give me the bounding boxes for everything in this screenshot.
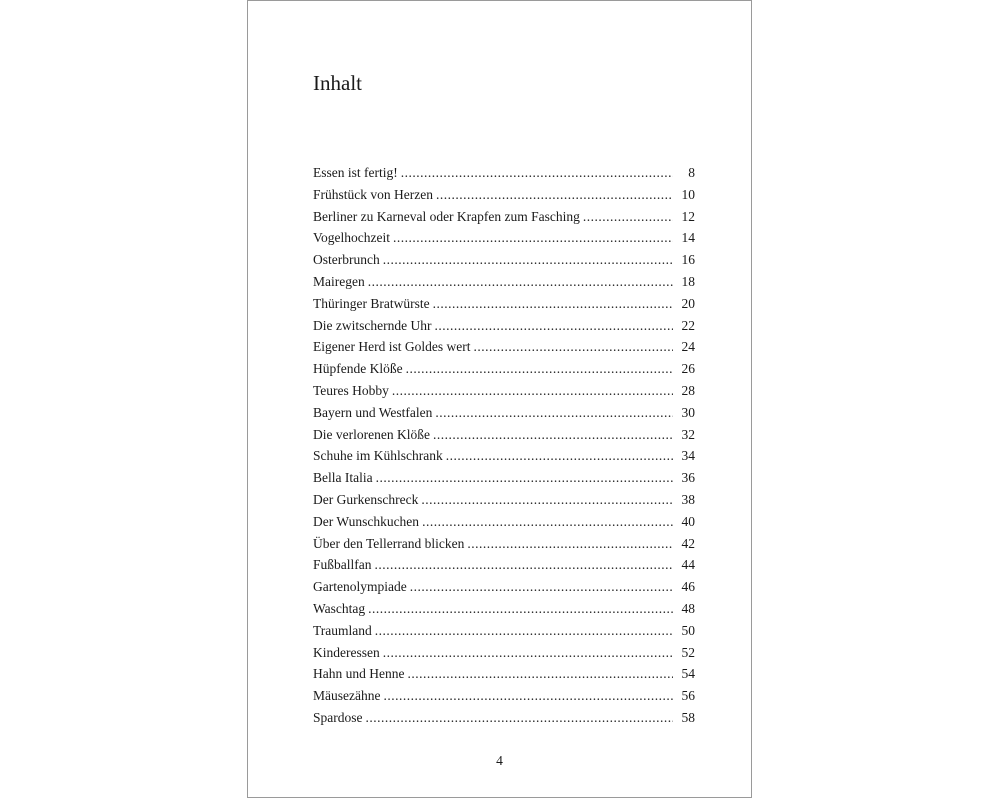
toc-entry-page-number: 20	[681, 295, 695, 311]
page-title: Inhalt	[313, 71, 362, 95]
toc-entry[interactable]	[313, 666, 695, 688]
toc-entry[interactable]	[313, 579, 695, 601]
toc-entry[interactable]	[313, 339, 695, 361]
toc-entry-page-number: 52	[681, 644, 695, 660]
toc-entry-title: Bella Italia	[313, 470, 373, 486]
toc-entry-title: Bayern und Westfalen	[313, 404, 433, 420]
toc-entry[interactable]	[313, 405, 695, 427]
toc-dot-leader	[433, 296, 673, 312]
toc-entry[interactable]	[313, 557, 695, 579]
toc-entry[interactable]	[313, 536, 695, 558]
toc-entry[interactable]	[313, 448, 695, 470]
toc-dot-leader	[392, 383, 673, 399]
toc-entry-page-number: 40	[681, 513, 695, 529]
toc-entry-title: Traumland	[313, 622, 372, 638]
toc-dot-leader	[375, 623, 673, 639]
toc-entry-title: Teures Hobby	[313, 382, 389, 398]
toc-entry-title: Frühstück von Herzen	[313, 186, 433, 202]
toc-entry-page-number: 8	[688, 165, 695, 180]
toc-entry-title: Waschtag	[313, 600, 366, 616]
toc-entry-page-number: 34	[681, 448, 695, 464]
toc-entry-title: Kinderessen	[313, 644, 380, 660]
toc-dot-leader	[410, 579, 673, 595]
toc-entry-title: Der Wunschkuchen	[313, 513, 420, 529]
toc-dot-leader	[401, 165, 673, 181]
toc-dot-leader	[407, 666, 673, 682]
toc-entry[interactable]	[313, 688, 695, 710]
toc-entry-page-number: 44	[681, 557, 695, 573]
toc-entry[interactable]	[313, 645, 695, 667]
toc-dot-leader	[383, 645, 673, 661]
toc-entry-page-number: 30	[681, 404, 695, 420]
document-page	[247, 0, 752, 798]
toc-dot-leader	[583, 209, 673, 225]
toc-entry[interactable]	[313, 623, 695, 645]
toc-dot-leader	[433, 427, 673, 443]
toc-entry-page-number: 48	[681, 600, 695, 616]
toc-entry-title: Mäusezähne	[313, 688, 381, 704]
toc-entry-page-number: 12	[681, 208, 695, 224]
toc-dot-leader	[446, 448, 673, 464]
toc-entry-title: Gartenolympiade	[313, 579, 407, 595]
toc-entry-title: Schuhe im Kühlschrank	[313, 448, 443, 464]
toc-entry-page-number: 46	[681, 579, 695, 595]
toc-entry-title: Mairegen	[313, 273, 365, 289]
toc-entry[interactable]	[313, 601, 695, 623]
toc-dot-leader	[366, 710, 674, 726]
toc-dot-leader	[435, 405, 673, 421]
toc-dot-leader	[368, 274, 673, 290]
toc-entry-page-number: 38	[681, 491, 695, 507]
toc-dot-leader	[422, 514, 673, 530]
toc-entry[interactable]	[313, 252, 695, 274]
toc-entry-page-number: 58	[681, 709, 695, 725]
toc-entry[interactable]	[313, 427, 695, 449]
toc-dot-leader	[434, 318, 673, 334]
toc-dot-leader	[383, 252, 673, 268]
toc-entry-page-number: 26	[681, 361, 695, 377]
toc-entry-page-number: 50	[681, 622, 695, 638]
toc-dot-leader	[421, 492, 673, 508]
toc-dot-leader	[406, 361, 673, 377]
toc-dot-leader	[473, 339, 673, 355]
toc-dot-leader	[383, 688, 673, 704]
toc-entry-page-number: 18	[681, 273, 695, 289]
toc-entry-title: Essen ist fertig!	[313, 165, 398, 180]
toc-entry[interactable]	[313, 383, 695, 405]
toc-entry-page-number: 22	[681, 317, 695, 333]
toc-entry[interactable]	[313, 209, 695, 231]
toc-entry[interactable]	[313, 274, 695, 296]
toc-entry-title: Die verlorenen Klöße	[313, 426, 430, 442]
toc-entry-title: Vogelhochzeit	[313, 230, 390, 246]
toc-entry-page-number: 54	[681, 666, 695, 682]
toc-entry-page-number: 32	[681, 426, 695, 442]
toc-entry-page-number: 56	[681, 688, 695, 704]
toc-entry[interactable]	[313, 296, 695, 318]
toc-entry[interactable]	[313, 361, 695, 383]
toc-entry-title: Die zwitschernde Uhr	[313, 317, 432, 333]
toc-entry-title: Über den Tellerrand blicken	[313, 535, 465, 551]
toc-entry[interactable]	[313, 318, 695, 340]
page-number: 4	[496, 753, 503, 768]
toc-entry-page-number: 36	[681, 470, 695, 486]
toc-entry-title: Berliner zu Karneval oder Krapfen zum Fasching	[313, 208, 580, 224]
toc-entry-title: Spardose	[313, 709, 363, 725]
toc-dot-leader	[467, 536, 673, 552]
toc-entry-page-number: 10	[681, 186, 695, 202]
toc-entry-page-number: 16	[681, 252, 695, 268]
toc-entry[interactable]	[313, 710, 695, 732]
toc-dot-leader	[393, 230, 673, 246]
toc-entry-page-number: 28	[681, 382, 695, 398]
toc-entry-title: Hahn und Henne	[313, 666, 405, 682]
toc-entry-page-number: 42	[681, 535, 695, 551]
toc-entry[interactable]	[313, 514, 695, 536]
toc-dot-leader	[368, 601, 673, 617]
toc-entry-page-number: 24	[681, 339, 695, 355]
toc-entry-title: Hüpfende Klöße	[313, 361, 403, 377]
table-of-contents	[313, 165, 695, 732]
toc-entry-title: Osterbrunch	[313, 252, 380, 268]
toc-entry[interactable]	[313, 187, 695, 209]
toc-entry[interactable]	[313, 230, 695, 252]
toc-entry[interactable]	[313, 165, 695, 187]
toc-dot-leader	[376, 470, 673, 486]
toc-entry[interactable]	[313, 492, 695, 514]
toc-entry[interactable]	[313, 470, 695, 492]
toc-entry-title: Der Gurkenschreck	[313, 491, 419, 507]
toc-entry-title: Eigener Herd ist Goldes wert	[313, 339, 471, 355]
toc-entry-title: Thüringer Bratwürste	[313, 295, 430, 311]
toc-dot-leader	[375, 557, 674, 573]
toc-dot-leader	[436, 187, 673, 203]
toc-entry-page-number: 14	[681, 230, 695, 246]
toc-entry-title: Fußballfan	[313, 557, 372, 573]
